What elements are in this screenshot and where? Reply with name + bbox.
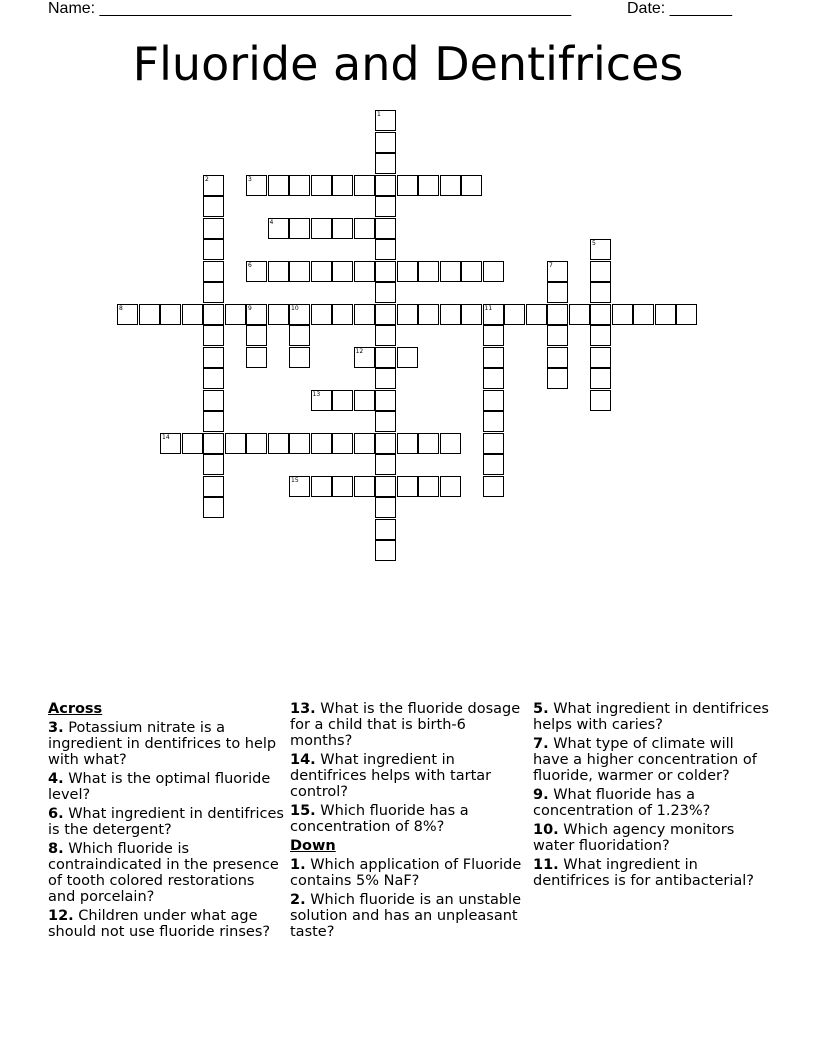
clue-number-label: 10	[291, 304, 299, 312]
clue-text: Which fluoride is contraindicated in the presence of tooth colored restorations and porcelain?	[48, 841, 279, 905]
grid-cell[interactable]	[375, 497, 396, 518]
grid-cell[interactable]	[590, 325, 611, 346]
grid-cell[interactable]	[311, 175, 332, 196]
clue-item	[533, 736, 769, 784]
clue-number: 9.	[533, 787, 549, 803]
grid-cell[interactable]	[375, 325, 396, 346]
grid-cell[interactable]	[375, 304, 396, 325]
grid-cell[interactable]	[225, 433, 246, 454]
grid-cell[interactable]	[203, 261, 224, 282]
clue-number: 7.	[533, 736, 549, 752]
grid-cell[interactable]	[203, 196, 224, 217]
clue-number-label: 6	[248, 261, 252, 269]
clue-text: What ingredient in dentifrices is the detergent?	[48, 806, 284, 838]
clue-item	[48, 771, 284, 803]
clue-item	[48, 720, 284, 768]
clue-number-label: 12	[355, 347, 364, 355]
grid-cell[interactable]	[203, 282, 224, 303]
clue-number: 5.	[533, 701, 549, 717]
clue-number-label: 4	[269, 218, 274, 226]
clue-number: 13.	[290, 701, 316, 717]
clue-number-label: 1	[377, 111, 381, 118]
clue-number-label: 14	[162, 433, 170, 441]
grid-cell[interactable]	[483, 368, 504, 389]
grid-cell[interactable]	[203, 368, 224, 389]
clue-item	[533, 701, 769, 733]
grid-cell[interactable]	[311, 218, 332, 239]
grid-cell[interactable]	[655, 304, 676, 325]
clue-item	[290, 752, 526, 800]
grid-cell[interactable]	[397, 476, 418, 497]
grid-cell[interactable]	[418, 175, 439, 196]
grid-cell[interactable]	[375, 196, 396, 217]
grid-cell[interactable]	[375, 390, 396, 411]
clue-text: What ingredient in dentifrices helps with tartar control?	[290, 752, 492, 800]
grid-cell[interactable]	[160, 304, 181, 325]
grid-cell[interactable]	[203, 390, 224, 411]
grid-cell[interactable]	[117, 304, 138, 325]
grid-cell[interactable]	[483, 261, 504, 282]
grid-cell[interactable]	[203, 433, 224, 454]
grid-cell[interactable]	[311, 261, 332, 282]
grid-cell[interactable]	[483, 390, 504, 411]
grid-cell[interactable]	[354, 261, 375, 282]
grid-cell[interactable]	[354, 304, 375, 325]
grid-cell[interactable]	[590, 239, 611, 260]
grid-cell[interactable]	[590, 304, 611, 325]
grid-cell[interactable]	[203, 454, 224, 475]
clue-item	[48, 806, 284, 838]
grid-cell[interactable]	[203, 411, 224, 432]
clue-column-2	[290, 701, 526, 943]
grid-cell[interactable]	[440, 261, 461, 282]
clue-item	[533, 822, 769, 854]
grid-cell[interactable]	[289, 218, 310, 239]
grid-cell[interactable]	[332, 218, 353, 239]
grid-cell[interactable]	[440, 476, 461, 497]
clue-number-label: 7	[549, 261, 553, 269]
name-field-label: Name: _____________________________________________________	[48, 0, 572, 17]
grid-cell[interactable]	[504, 304, 525, 325]
grid-cell[interactable]	[397, 347, 418, 368]
grid-cell[interactable]	[633, 304, 654, 325]
grid-cell[interactable]	[590, 390, 611, 411]
grid-cell[interactable]	[375, 239, 396, 260]
page-title: Fluoride and Dentifrices	[132, 37, 684, 91]
clue-text: Children under what age should not use fluoride rinses?	[48, 908, 271, 940]
grid-cell[interactable]	[311, 304, 332, 325]
clue-column-1	[48, 701, 284, 943]
clue-number: 3.	[48, 720, 64, 736]
grid-cell[interactable]	[375, 175, 396, 196]
grid-cell[interactable]	[182, 304, 203, 325]
grid-cell[interactable]	[461, 261, 482, 282]
grid-cell[interactable]	[246, 304, 267, 325]
grid-cell[interactable]	[289, 261, 310, 282]
grid-cell[interactable]	[590, 282, 611, 303]
grid-cell[interactable]	[418, 433, 439, 454]
grid-cell[interactable]	[483, 454, 504, 475]
grid-cell[interactable]	[354, 218, 375, 239]
grid-cell[interactable]	[354, 433, 375, 454]
grid-cell[interactable]	[375, 153, 396, 174]
grid-cell[interactable]	[203, 476, 224, 497]
grid-cell[interactable]	[375, 519, 396, 540]
grid-cell[interactable]	[203, 304, 224, 325]
clue-number: 10.	[533, 822, 559, 838]
grid-cell[interactable]	[354, 390, 375, 411]
grid-cell[interactable]	[332, 304, 353, 325]
down-heading: Down	[290, 838, 336, 854]
grid-cell[interactable]	[246, 433, 267, 454]
clue-text: What is the fluoride dosage for a child that is birth-6 months?	[290, 701, 521, 749]
clue-text: Which fluoride is an unstable solution and has an unpleasant taste?	[290, 892, 521, 940]
clue-number: 14.	[290, 752, 316, 768]
grid-cell[interactable]	[375, 433, 396, 454]
clue-number: 6.	[48, 806, 64, 822]
grid-cell[interactable]	[311, 433, 332, 454]
grid-cell[interactable]	[676, 304, 697, 325]
clue-item	[533, 857, 769, 889]
grid-cell[interactable]	[289, 476, 310, 497]
grid-cell[interactable]	[397, 304, 418, 325]
grid-cell[interactable]	[160, 433, 181, 454]
clue-number-label: 15	[291, 476, 299, 484]
clue-item	[533, 787, 769, 819]
grid-cell[interactable]	[203, 175, 224, 196]
grid-cell[interactable]	[311, 476, 332, 497]
grid-cell[interactable]	[418, 476, 439, 497]
clue-number-label: 8	[119, 304, 123, 312]
grid-cell[interactable]	[375, 476, 396, 497]
grid-cell[interactable]	[461, 175, 482, 196]
grid-cell[interactable]	[483, 476, 504, 497]
clue-number-label: 2	[205, 175, 209, 183]
grid-cell[interactable]	[483, 347, 504, 368]
clue-number-label: 9	[248, 304, 252, 312]
clue-number: 15.	[290, 803, 316, 819]
grid-cell[interactable]	[547, 261, 568, 282]
grid-cell[interactable]	[418, 261, 439, 282]
grid-cell[interactable]	[440, 304, 461, 325]
clue-number-label: 11	[484, 304, 493, 312]
grid-cell[interactable]	[375, 282, 396, 303]
grid-cell[interactable]	[569, 304, 590, 325]
grid-cell[interactable]	[332, 433, 353, 454]
grid-cell[interactable]	[246, 261, 267, 282]
grid-cell[interactable]	[332, 261, 353, 282]
grid-cell[interactable]	[354, 476, 375, 497]
clue-text: What ingredient in dentifrices is for antibacterial?	[533, 857, 754, 889]
grid-cell[interactable]	[418, 304, 439, 325]
grid-cell[interactable]	[225, 304, 246, 325]
grid-cell[interactable]	[289, 304, 310, 325]
grid-cell[interactable]	[139, 304, 160, 325]
grid-cell[interactable]	[483, 433, 504, 454]
clue-text: What fluoride has a concentration of 1.23%?	[533, 787, 711, 819]
grid-cell[interactable]	[375, 454, 396, 475]
clue-text: Which agency monitors water fluoridation?	[533, 822, 735, 854]
grid-cell[interactable]	[397, 261, 418, 282]
grid-cell[interactable]	[246, 325, 267, 346]
grid-cell[interactable]	[375, 261, 396, 282]
clue-text: What type of climate will have a higher concentration of fluoride, warmer or colder?	[533, 736, 757, 784]
grid-cell[interactable]	[354, 175, 375, 196]
grid-cell[interactable]	[375, 110, 396, 131]
grid-cell[interactable]	[483, 411, 504, 432]
grid-cell[interactable]	[483, 325, 504, 346]
clue-text: Which application of Fluoride contains 5% NaF?	[290, 857, 522, 889]
clue-text: What ingredient in dentifrices helps with caries?	[533, 701, 769, 733]
grid-cell[interactable]	[375, 540, 396, 561]
clue-item	[290, 892, 526, 940]
clue-number: 12.	[48, 908, 74, 924]
grid-cell[interactable]	[203, 239, 224, 260]
clue-item	[290, 701, 526, 749]
grid-cell[interactable]	[268, 175, 289, 196]
grid-cell[interactable]	[182, 433, 203, 454]
grid-cell[interactable]	[203, 497, 224, 518]
clue-number-label: 5	[592, 240, 596, 247]
date-field-label: Date: _______	[627, 0, 732, 17]
clue-number: 1.	[290, 857, 306, 873]
clue-text: What is the optimal fluoride level?	[48, 771, 271, 803]
grid-cell[interactable]	[526, 304, 547, 325]
clue-number: 2.	[290, 892, 306, 908]
grid-cell[interactable]	[289, 433, 310, 454]
grid-cell[interactable]	[268, 304, 289, 325]
clue-number: 11.	[533, 857, 559, 873]
clue-item	[290, 803, 526, 835]
clue-text: Which fluoride has a concentration of 8%?	[290, 803, 469, 835]
grid-cell[interactable]	[590, 368, 611, 389]
clue-text: Potassium nitrate is a ingredient in dentifrices to help with what?	[48, 720, 277, 768]
grid-cell[interactable]	[547, 304, 568, 325]
grid-cell[interactable]	[547, 368, 568, 389]
grid-cell[interactable]	[547, 325, 568, 346]
grid-cell[interactable]	[203, 347, 224, 368]
clue-number: 8.	[48, 841, 64, 857]
grid-cell[interactable]	[375, 218, 396, 239]
grid-cell[interactable]	[289, 347, 310, 368]
clue-column-3	[533, 701, 769, 892]
grid-cell[interactable]	[440, 175, 461, 196]
grid-cell[interactable]	[246, 175, 267, 196]
grid-cell[interactable]	[289, 175, 310, 196]
grid-cell[interactable]	[612, 304, 633, 325]
grid-cell[interactable]	[547, 282, 568, 303]
grid-cell[interactable]	[332, 390, 353, 411]
grid-cell[interactable]	[375, 411, 396, 432]
clue-number: 4.	[48, 771, 64, 787]
grid-cell[interactable]	[461, 304, 482, 325]
grid-cell[interactable]	[268, 433, 289, 454]
grid-cell[interactable]	[397, 175, 418, 196]
clue-item	[48, 841, 284, 905]
grid-cell[interactable]	[332, 175, 353, 196]
clue-item	[48, 908, 284, 940]
grid-cell[interactable]	[440, 433, 461, 454]
grid-cell[interactable]	[375, 368, 396, 389]
across-heading: Across	[48, 701, 103, 717]
clue-number-label: 13	[312, 390, 321, 398]
clue-item	[290, 857, 526, 889]
grid-cell[interactable]	[590, 261, 611, 282]
grid-cell[interactable]	[311, 390, 332, 411]
grid-cell[interactable]	[483, 304, 504, 325]
grid-cell[interactable]	[246, 347, 267, 368]
grid-cell[interactable]	[203, 218, 224, 239]
grid-cell[interactable]	[547, 347, 568, 368]
grid-cell[interactable]	[203, 325, 224, 346]
grid-cell[interactable]	[375, 347, 396, 368]
grid-cell[interactable]	[354, 347, 375, 368]
grid-cell[interactable]	[375, 132, 396, 153]
grid-cell[interactable]	[268, 261, 289, 282]
grid-cell[interactable]	[332, 476, 353, 497]
clue-number-label: 3	[248, 175, 252, 183]
grid-cell[interactable]	[397, 433, 418, 454]
grid-cell[interactable]	[268, 218, 289, 239]
grid-cell[interactable]	[289, 325, 310, 346]
grid-cell[interactable]	[590, 347, 611, 368]
